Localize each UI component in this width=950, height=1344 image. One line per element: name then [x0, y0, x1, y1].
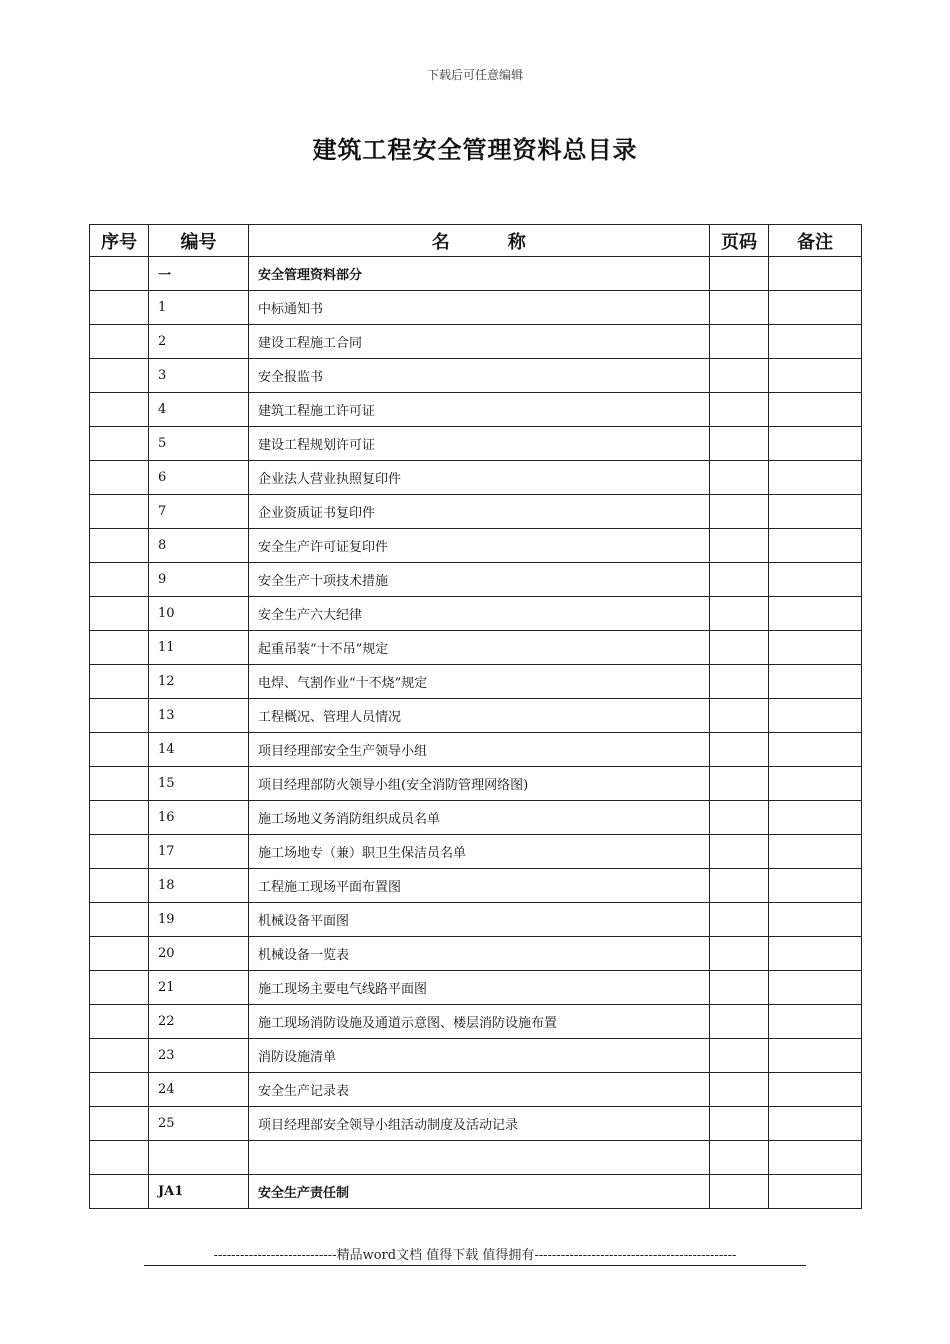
- table-row: [90, 1175, 862, 1209]
- cell-seq: [90, 325, 149, 359]
- cell-name: 项目经理部安全领导小组活动制度及活动记录: [249, 1107, 710, 1141]
- cell-remark: [769, 563, 862, 597]
- document-title: 建筑工程安全管理资料总目录: [312, 135, 638, 164]
- cell-seq: [90, 733, 149, 767]
- table-row: [90, 257, 862, 291]
- cell-name: 安全报监书: [249, 359, 710, 393]
- cell-seq: [90, 359, 149, 393]
- cell-page: [710, 393, 769, 427]
- cell-code: JA1: [149, 1175, 249, 1209]
- cell-name: 机械设备一览表: [249, 937, 710, 971]
- cell-code: 16: [149, 801, 249, 835]
- cell-seq: [90, 461, 149, 495]
- cell-code: 15: [149, 767, 249, 801]
- cell-page: [710, 937, 769, 971]
- cell-code: [149, 1141, 249, 1175]
- cell-name: 电焊、气割作业“十不烧”规定: [249, 665, 710, 699]
- header-name: [249, 225, 710, 257]
- cell-name: 安全生产许可证复印件: [249, 529, 710, 563]
- cell-code: 25: [149, 1107, 249, 1141]
- cell-remark: [769, 359, 862, 393]
- cell-remark: [769, 767, 862, 801]
- table-body: [90, 257, 862, 1209]
- table-row: [90, 733, 862, 767]
- cell-seq: [90, 699, 149, 733]
- cell-page: [710, 597, 769, 631]
- table-row: [90, 495, 862, 529]
- cell-seq: [90, 257, 149, 291]
- cell-code: 4: [149, 393, 249, 427]
- cell-remark: [769, 495, 862, 529]
- cell-name: 机械设备平面图: [249, 903, 710, 937]
- header-page: 页码: [710, 225, 769, 257]
- cell-code: 7: [149, 495, 249, 529]
- cell-remark: [769, 1107, 862, 1141]
- table-header-row: [90, 225, 862, 257]
- cell-name: 项目经理部防火领导小组(安全消防管理网络图): [249, 767, 710, 801]
- cell-seq: [90, 631, 149, 665]
- table-row: [90, 1141, 862, 1175]
- cell-page: [710, 801, 769, 835]
- header-name-char-1: 名: [431, 231, 451, 253]
- header-code: 编号: [149, 225, 249, 257]
- cell-name: 项目经理部安全生产领导小组: [249, 733, 710, 767]
- cell-page: [710, 1141, 769, 1175]
- cell-code: 14: [149, 733, 249, 767]
- contents-table: [89, 224, 862, 1209]
- cell-seq: [90, 597, 149, 631]
- cell-seq: [90, 903, 149, 937]
- cell-seq: [90, 869, 149, 903]
- table-row: [90, 393, 862, 427]
- cell-seq: [90, 495, 149, 529]
- cell-seq: [90, 529, 149, 563]
- cell-seq: [90, 563, 149, 597]
- cell-name: 安全生产记录表: [249, 1073, 710, 1107]
- cell-page: [710, 461, 769, 495]
- table-row: [90, 291, 862, 325]
- cell-name: 安全生产六大纪律: [249, 597, 710, 631]
- table-row: [90, 1039, 862, 1073]
- cell-page: [710, 1107, 769, 1141]
- table-row: [90, 665, 862, 699]
- table-row: [90, 971, 862, 1005]
- cell-page: [710, 665, 769, 699]
- cell-name: 中标通知书: [249, 291, 710, 325]
- cell-remark: [769, 733, 862, 767]
- cell-seq: [90, 971, 149, 1005]
- cell-code: 9: [149, 563, 249, 597]
- cell-remark: [769, 461, 862, 495]
- cell-seq: [90, 1141, 149, 1175]
- cell-code: 一: [149, 257, 249, 291]
- cell-page: [710, 495, 769, 529]
- cell-code: 1: [149, 291, 249, 325]
- cell-code: 23: [149, 1039, 249, 1073]
- cell-code: 22: [149, 1005, 249, 1039]
- cell-name: 工程概况、管理人员情况: [249, 699, 710, 733]
- table-row: [90, 597, 862, 631]
- cell-name: 安全生产责任制: [249, 1175, 710, 1209]
- cell-seq: [90, 767, 149, 801]
- cell-name: 建设工程规划许可证: [249, 427, 710, 461]
- cell-remark: [769, 393, 862, 427]
- cell-remark: [769, 529, 862, 563]
- cell-page: [710, 971, 769, 1005]
- cell-code: 20: [149, 937, 249, 971]
- cell-remark: [769, 427, 862, 461]
- cell-seq: [90, 291, 149, 325]
- cell-remark: [769, 1141, 862, 1175]
- cell-page: [710, 733, 769, 767]
- cell-code: 13: [149, 699, 249, 733]
- cell-remark: [769, 801, 862, 835]
- header-seq: 序号: [90, 225, 149, 257]
- cell-name: 工程施工现场平面布置图: [249, 869, 710, 903]
- cell-page: [710, 427, 769, 461]
- cell-seq: [90, 835, 149, 869]
- cell-remark: [769, 631, 862, 665]
- cell-name: 起重吊装“十不吊”规定: [249, 631, 710, 665]
- cell-code: 24: [149, 1073, 249, 1107]
- cell-page: [710, 359, 769, 393]
- cell-remark: [769, 325, 862, 359]
- table-row: [90, 869, 862, 903]
- table-row: [90, 427, 862, 461]
- cell-remark: [769, 971, 862, 1005]
- table-row: [90, 1005, 862, 1039]
- cell-code: 12: [149, 665, 249, 699]
- table-row: [90, 835, 862, 869]
- cell-name: 建筑工程施工许可证: [249, 393, 710, 427]
- cell-name: 消防设施清单: [249, 1039, 710, 1073]
- cell-remark: [769, 1073, 862, 1107]
- table-row: [90, 801, 862, 835]
- cell-code: 10: [149, 597, 249, 631]
- cell-name: 施工场地义务消防组织成员名单: [249, 801, 710, 835]
- cell-code: 3: [149, 359, 249, 393]
- cell-page: [710, 767, 769, 801]
- cell-page: [710, 1073, 769, 1107]
- table-row: [90, 903, 862, 937]
- header-note: 下载后可任意编辑: [426, 68, 523, 82]
- cell-page: [710, 529, 769, 563]
- table-row: [90, 529, 862, 563]
- table-row: [90, 1107, 862, 1141]
- cell-remark: [769, 1175, 862, 1209]
- cell-seq: [90, 1107, 149, 1141]
- cell-name: 企业法人营业执照复印件: [249, 461, 710, 495]
- cell-name: 施工场地专（兼）职卫生保洁员名单: [249, 835, 710, 869]
- cell-code: 8: [149, 529, 249, 563]
- cell-page: [710, 563, 769, 597]
- cell-page: [710, 291, 769, 325]
- cell-remark: [769, 699, 862, 733]
- cell-page: [710, 631, 769, 665]
- cell-remark: [769, 903, 862, 937]
- cell-remark: [769, 257, 862, 291]
- cell-seq: [90, 801, 149, 835]
- cell-page: [710, 835, 769, 869]
- table-row: [90, 359, 862, 393]
- cell-code: 11: [149, 631, 249, 665]
- cell-page: [710, 699, 769, 733]
- table-row: [90, 937, 862, 971]
- cell-page: [710, 869, 769, 903]
- cell-name: 安全生产十项技术措施: [249, 563, 710, 597]
- cell-seq: [90, 665, 149, 699]
- cell-name: 施工现场消防设施及通道示意图、楼层消防设施布置: [249, 1005, 710, 1039]
- cell-seq: [90, 937, 149, 971]
- table-row: [90, 699, 862, 733]
- cell-seq: [90, 1039, 149, 1073]
- cell-remark: [769, 1039, 862, 1073]
- table-row: [90, 325, 862, 359]
- cell-remark: [769, 665, 862, 699]
- table-row: [90, 461, 862, 495]
- cell-seq: [90, 427, 149, 461]
- table-row: [90, 563, 862, 597]
- table-row: [90, 631, 862, 665]
- header-remark: 备注: [769, 225, 862, 257]
- cell-seq: [90, 393, 149, 427]
- footer-note: ----------------------------精品word文档 值得下载 值得拥有----------------------------------------------: [144, 1244, 806, 1266]
- cell-page: [710, 903, 769, 937]
- cell-code: 21: [149, 971, 249, 1005]
- cell-remark: [769, 835, 862, 869]
- cell-remark: [769, 291, 862, 325]
- cell-page: [710, 1005, 769, 1039]
- cell-name: 建设工程施工合同: [249, 325, 710, 359]
- cell-seq: [90, 1175, 149, 1209]
- cell-name: [249, 1141, 710, 1175]
- cell-page: [710, 1175, 769, 1209]
- cell-page: [710, 257, 769, 291]
- cell-code: 5: [149, 427, 249, 461]
- cell-seq: [90, 1005, 149, 1039]
- cell-remark: [769, 597, 862, 631]
- cell-code: 2: [149, 325, 249, 359]
- cell-remark: [769, 869, 862, 903]
- table-row: [90, 1073, 862, 1107]
- header-name-char-2: 称: [507, 231, 527, 253]
- cell-code: 17: [149, 835, 249, 869]
- cell-code: 19: [149, 903, 249, 937]
- cell-seq: [90, 1073, 149, 1107]
- cell-remark: [769, 937, 862, 971]
- cell-name: 企业资质证书复印件: [249, 495, 710, 529]
- cell-remark: [769, 1005, 862, 1039]
- cell-page: [710, 325, 769, 359]
- cell-code: 6: [149, 461, 249, 495]
- table-row: [90, 767, 862, 801]
- cell-page: [710, 1039, 769, 1073]
- cell-code: 18: [149, 869, 249, 903]
- cell-name: 施工现场主要电气线路平面图: [249, 971, 710, 1005]
- cell-name: 安全管理资料部分: [249, 257, 710, 291]
